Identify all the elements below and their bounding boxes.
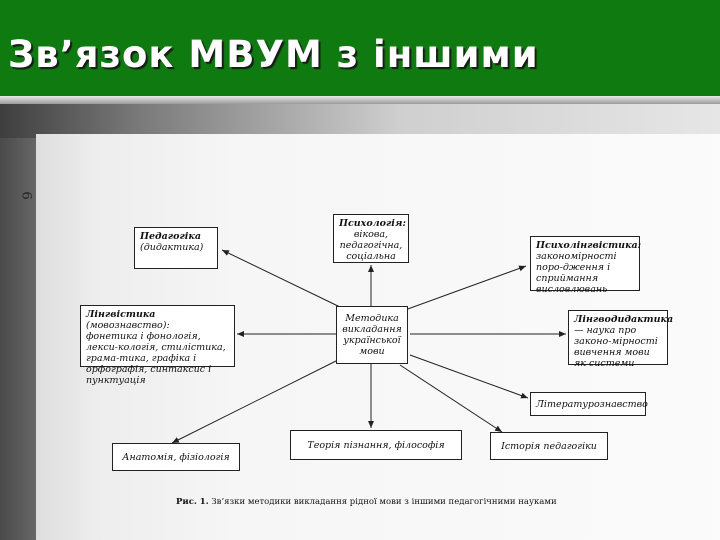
link-pedagogika [222, 250, 340, 307]
node-istoriia-title: Історія педагогіки [501, 441, 597, 452]
figure-caption [176, 497, 636, 507]
node-psykholohiia-body: вікова, педагогічна, соціальна [339, 229, 403, 262]
link-istoriia [400, 365, 502, 432]
node-center [336, 306, 408, 364]
figure-caption-label: Рис. 1. [176, 497, 209, 507]
node-linhvodydaktyka-title: Лінгводидактика [574, 314, 674, 325]
page-number: 6 [18, 191, 34, 200]
node-teoriia-title: Теорія пізнання, філософія [307, 440, 445, 451]
slide-title: Зв’язок МВУМ з іншими [8, 33, 539, 76]
link-psykholinhvistyka [405, 266, 526, 310]
node-linhvistyka [80, 305, 235, 386]
node-teoriia [290, 430, 462, 460]
node-anatomiia-title: Анатомія, фізіологія [122, 452, 230, 463]
node-pedagogika-title: Педагогіка [140, 231, 201, 242]
node-center-title: Методика викладання української мови [342, 313, 402, 357]
node-anatomiia [112, 443, 240, 471]
node-pedagogika [134, 227, 218, 269]
node-psykholohiia [333, 214, 409, 263]
node-linhvistyka-body: фонетика і фонологія, лекси-кологія, стилістика, грама-тика, графіка і орфографія, синтаксис і пунктуація [86, 331, 226, 386]
node-linhvistyka-title-suffix: (мовознавство): [86, 320, 170, 331]
node-linhvodydaktyka [568, 310, 674, 369]
node-psykholinhvistyka [530, 236, 642, 295]
node-psykholinhvistyka-body: закономірності поро-дження і сприймання висловлювань [536, 251, 617, 295]
node-istoriia [490, 432, 608, 460]
node-psykholohiia-title: Психологія: [339, 218, 406, 229]
link-literaturoznavstvo [410, 355, 528, 398]
node-literaturoznavstvo-title: Літературознавство [536, 399, 648, 410]
node-literaturoznavstvo [530, 392, 646, 416]
node-linhvodydaktyka-body: — наука про законо-мірності вивчення мови як системи [574, 325, 658, 369]
figure-caption-text: Зв’язки методики викладання рідної мови з іншими педагогічними науками [211, 497, 557, 507]
node-linhvistyka-title: Лінгвістика [86, 309, 156, 320]
node-pedagogika-body: (дидактика) [140, 242, 204, 253]
node-psykholinhvistyka-title: Психолінгвістика: [536, 240, 642, 251]
